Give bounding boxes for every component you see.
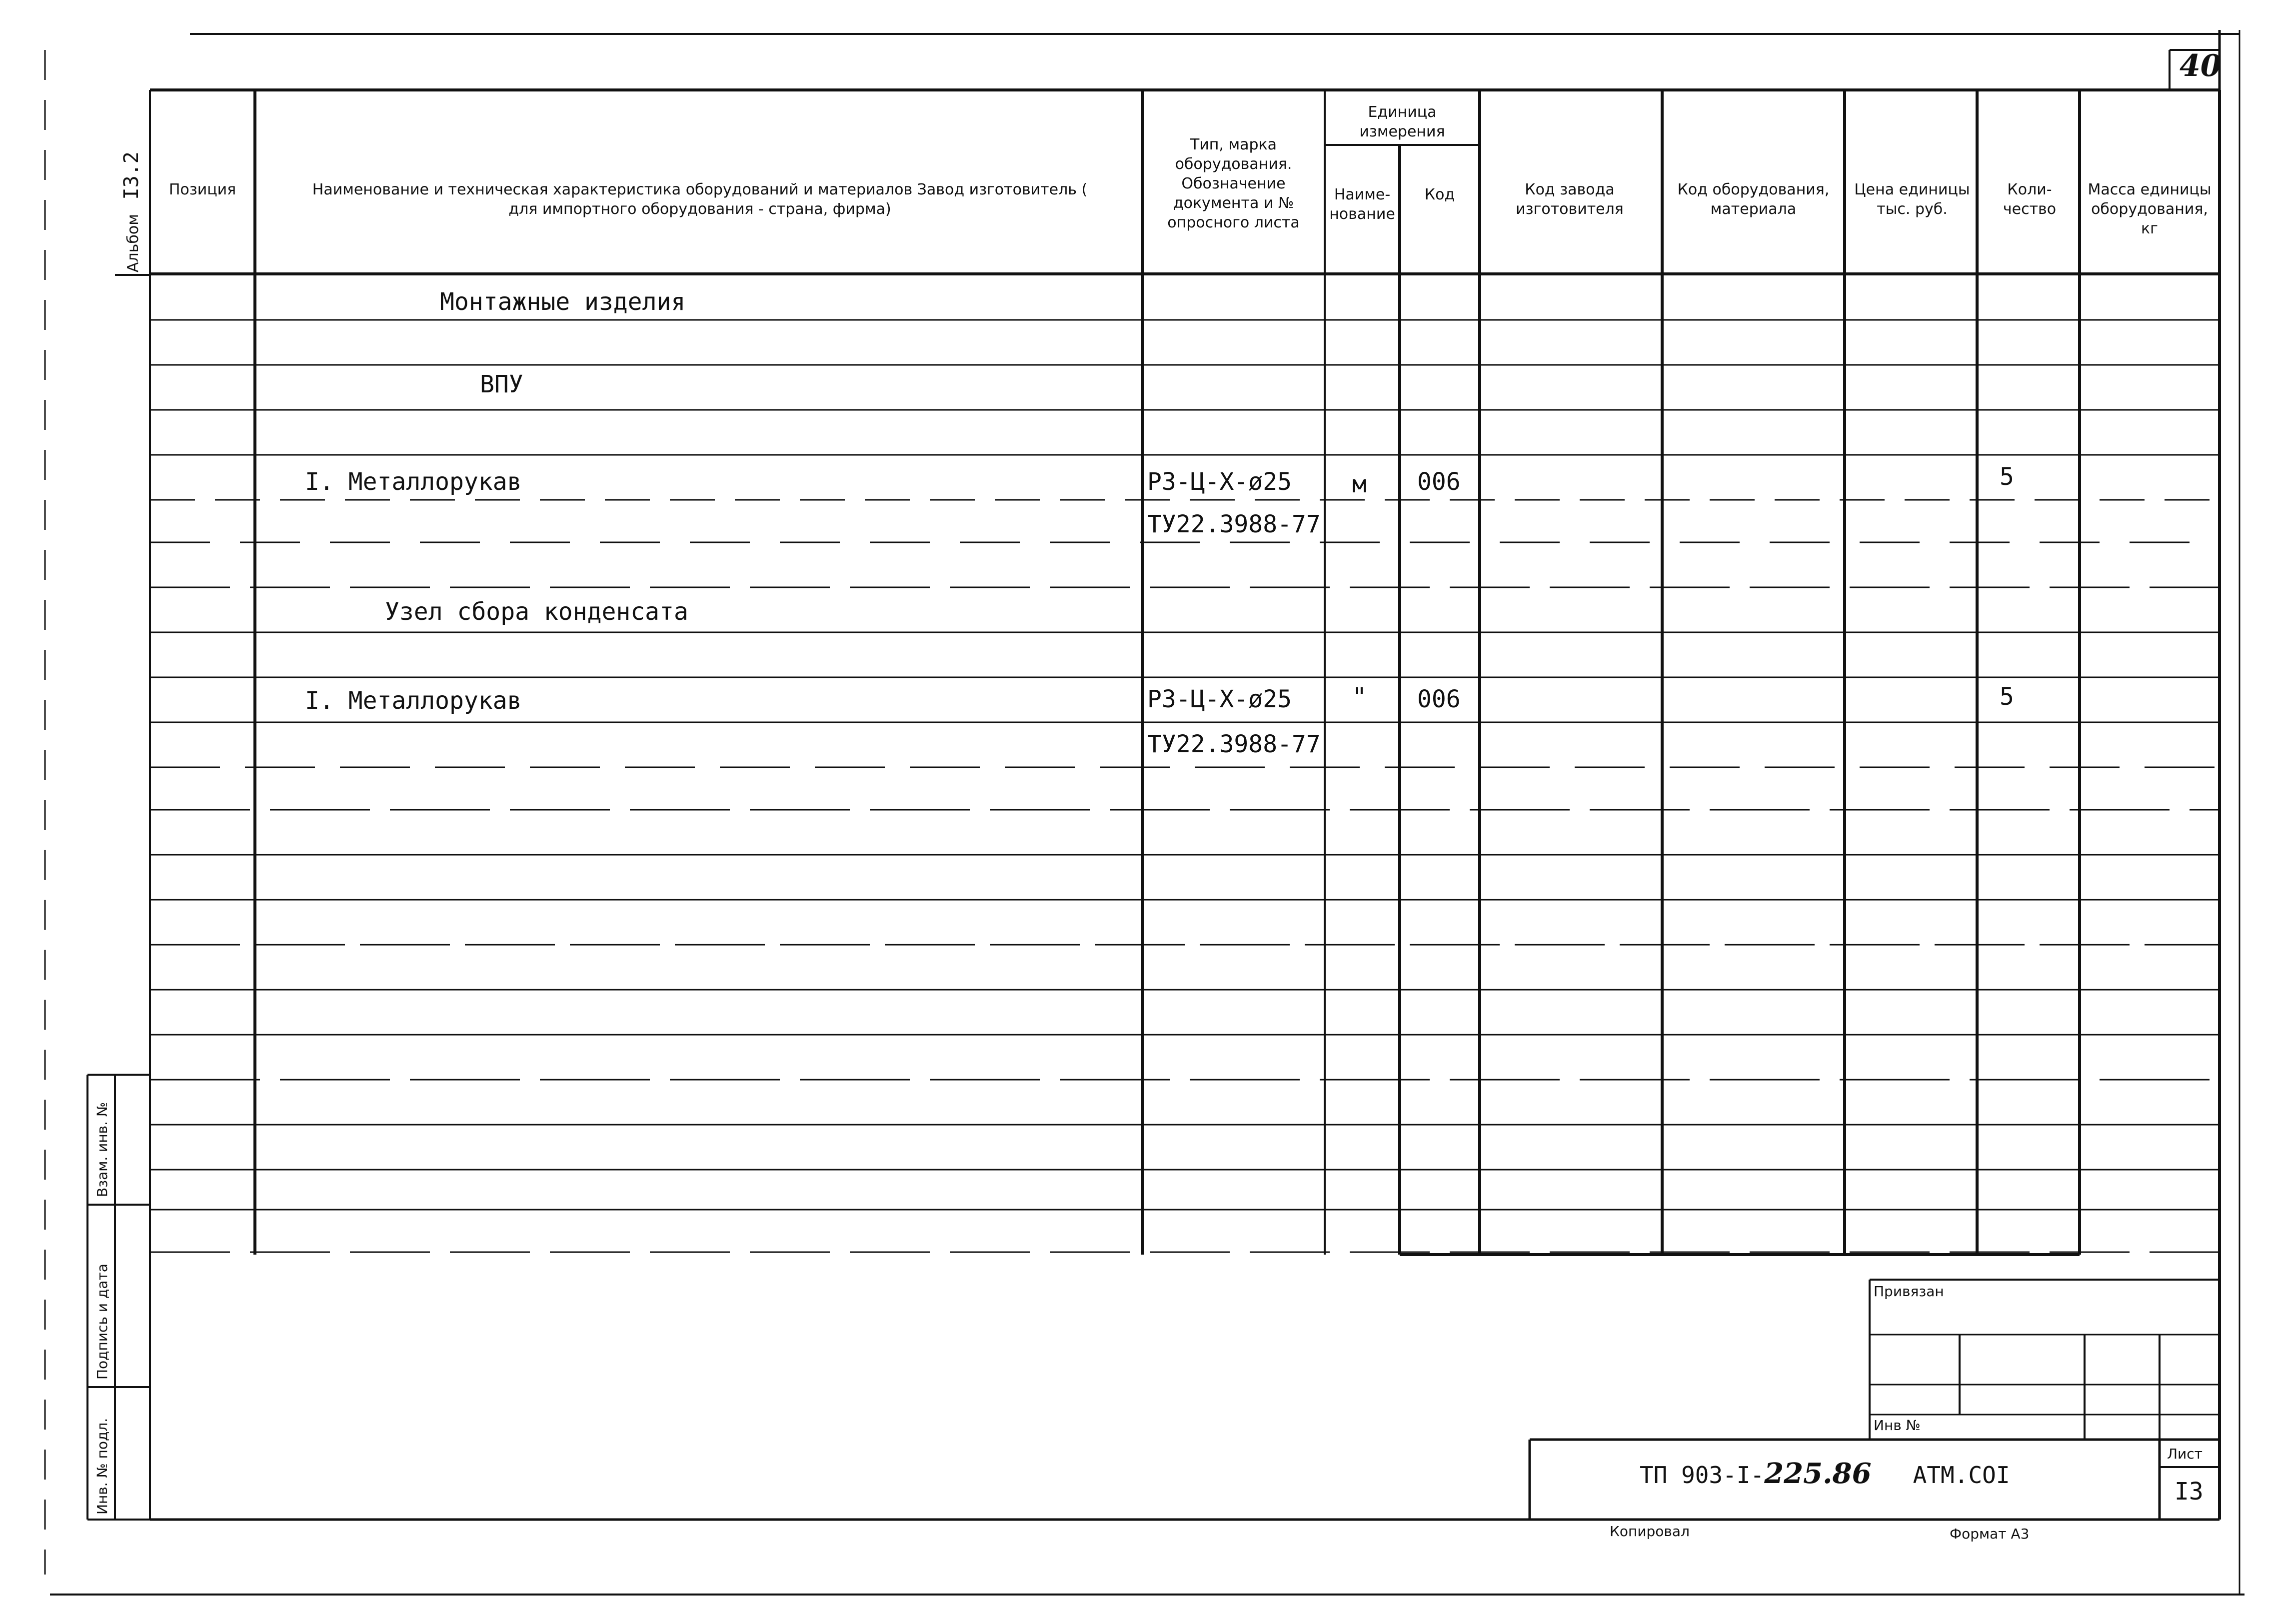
section-montazhnye: Монтажные изделия [440, 288, 686, 316]
row2-quantity: 5 [2000, 683, 2014, 711]
header-type: Тип, марка оборудования. Обозначение документа и № опросного листа [1167, 136, 1300, 231]
header-mass: Масса единицы оборудования, кг [2088, 181, 2212, 237]
sheet-label: Лист [2167, 1446, 2203, 1462]
section-uzel: Узел сбора конденсата [385, 598, 688, 626]
row1-type-line1: РЗ-Ц-Х-ø25 [1147, 468, 1292, 496]
header-price: Цена единицы тыс. руб. [1854, 181, 1970, 218]
row1-unit: м [1352, 470, 1367, 498]
sheet-number: I3 [2175, 1478, 2204, 1506]
row2-name: I. Металлорукав [305, 687, 522, 715]
page-number: 40 [2180, 48, 2222, 83]
header-quantity: Коли-чество [2003, 181, 2057, 218]
doc-number-handwritten: 225.86 [1764, 1457, 1872, 1490]
album-label [120, 151, 143, 272]
header-unit-name: Наиме-нование [1329, 186, 1395, 223]
row1-type-line2: ТУ22.3988-77 [1147, 510, 1321, 538]
doc-prefix: ТП 903-I- [1640, 1462, 1765, 1489]
header-factory-code: Код завода изготовителя [1516, 181, 1624, 218]
row1-name: I. Металлорукав [305, 468, 522, 496]
stamp-inv-podl: Инв. № подл. [94, 1418, 110, 1515]
row2-type-line2: ТУ22.3988-77 [1147, 730, 1321, 758]
stamp-podpis-data: Подпись и дата [94, 1264, 110, 1380]
document-code [1640, 1457, 2010, 1490]
doc-suffix: АТМ.СОI [1913, 1462, 2010, 1489]
header-position: Позиция [168, 181, 236, 198]
header-unit-code: Код [1424, 186, 1455, 203]
header-name: Наименование и техническая характеристика оборудований и материалов Завод изготовитель ( для импортного оборудования - страна, фирма) [312, 181, 1088, 218]
header-equipment-code: Код оборудования, материала [1677, 181, 1830, 218]
row2-unit: " [1352, 683, 1367, 711]
footer-copied: Копировал [1610, 1523, 1690, 1540]
row2-type-line1: РЗ-Ц-Х-ø25 [1147, 685, 1292, 713]
row1-code: 006 [1417, 468, 1461, 496]
row1-quantity: 5 [2000, 463, 2014, 491]
privyazan-label: Привязан [1874, 1283, 1944, 1300]
album-label-text: Альбом [124, 214, 142, 272]
inv-no-label: Инв № [1874, 1417, 1921, 1434]
section-vpu: ВПУ [480, 370, 523, 398]
stamp-vzam-inv: Взам. инв. № [94, 1102, 110, 1197]
footer-format: Формат А3 [1950, 1526, 2030, 1542]
album-number: I3.2 [120, 151, 143, 200]
header-unit-group: Единица измерения [1359, 103, 1445, 140]
row2-code: 006 [1417, 685, 1461, 713]
